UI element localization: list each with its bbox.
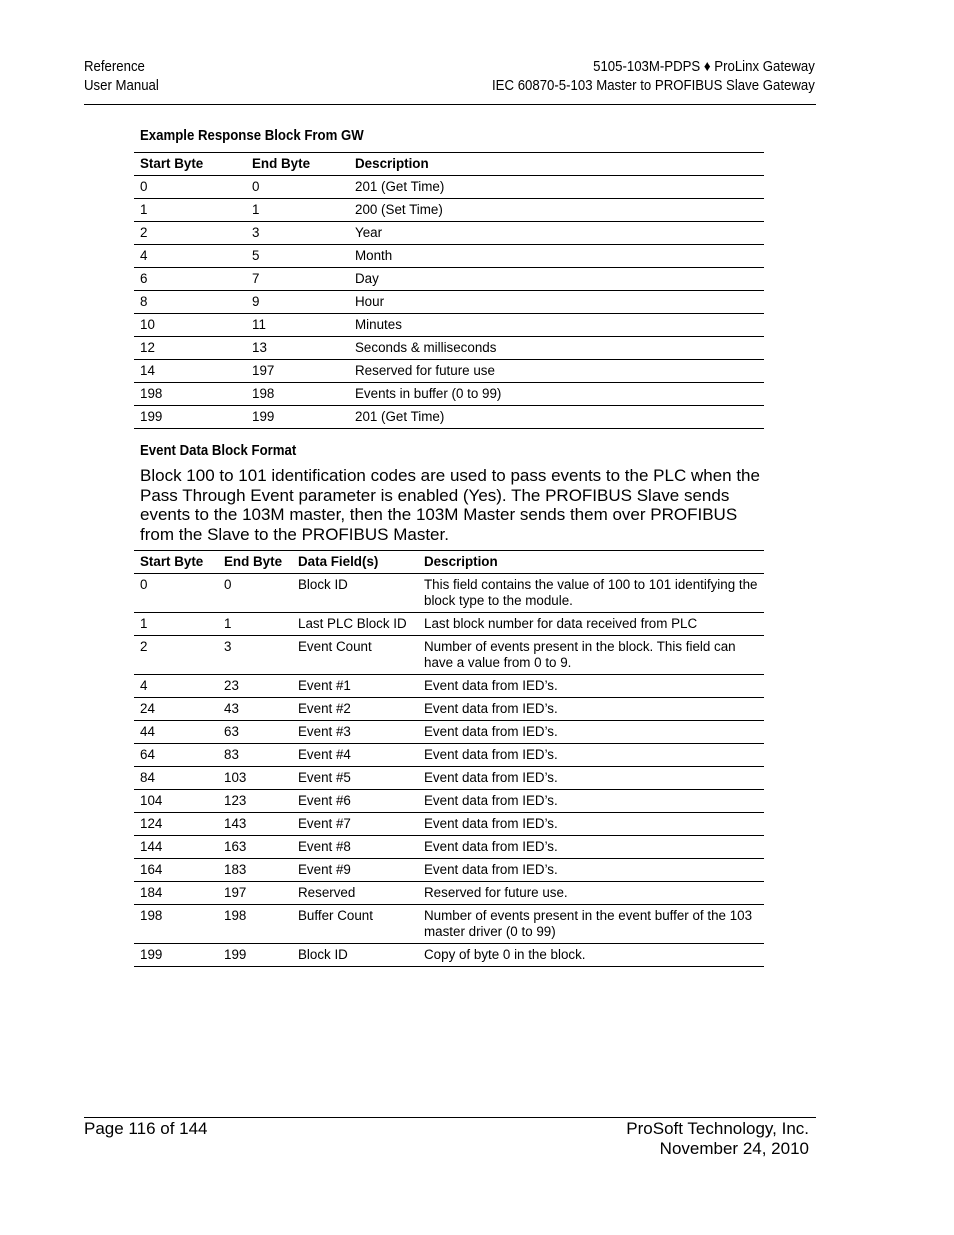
table-cell: Event data from IED’s. <box>418 859 764 882</box>
table-cell: Block ID <box>292 944 418 967</box>
table-row <box>134 222 764 245</box>
table-cell: 7 <box>246 268 349 291</box>
table-row <box>134 337 764 360</box>
table-row <box>134 836 764 859</box>
table-row <box>134 813 764 836</box>
table-cell: 1 <box>134 199 246 222</box>
table-cell: 3 <box>218 636 292 675</box>
table-cell: Event data from IED’s. <box>418 813 764 836</box>
event-data-table <box>134 550 764 967</box>
table-cell: Event data from IED’s. <box>418 721 764 744</box>
table-row <box>134 268 764 291</box>
table-cell: Reserved for future use <box>349 360 764 383</box>
table-row <box>134 944 764 967</box>
footer-right <box>626 1119 809 1159</box>
table-cell: 103 <box>218 767 292 790</box>
table-cell: 184 <box>134 882 218 905</box>
table-cell: 23 <box>218 675 292 698</box>
header-right <box>492 57 815 95</box>
table-cell: Event #5 <box>292 767 418 790</box>
response-block-table <box>134 152 764 429</box>
table-cell: 2 <box>134 636 218 675</box>
table-row <box>134 360 764 383</box>
header-section: Reference <box>84 58 145 75</box>
table-cell: 3 <box>246 222 349 245</box>
table-header-row <box>134 153 764 176</box>
table-row <box>134 744 764 767</box>
table-cell: 12 <box>134 337 246 360</box>
table-cell: Event data from IED’s. <box>418 744 764 767</box>
table-cell: Hour <box>349 291 764 314</box>
header-left <box>84 57 159 95</box>
table-cell: 4 <box>134 675 218 698</box>
table-cell: 199 <box>134 944 218 967</box>
table-cell: 63 <box>218 721 292 744</box>
table-cell: 124 <box>134 813 218 836</box>
header-divider <box>84 104 816 105</box>
table-cell: 198 <box>134 905 218 944</box>
table-cell: 143 <box>218 813 292 836</box>
table-cell: 11 <box>246 314 349 337</box>
table-cell: 104 <box>134 790 218 813</box>
table-cell: 201 (Get Time) <box>349 176 764 199</box>
table-cell: 198 <box>218 905 292 944</box>
table-cell: Block ID <box>292 574 418 613</box>
table-row <box>134 176 764 199</box>
table-cell: 5 <box>246 245 349 268</box>
table-cell: Event #2 <box>292 698 418 721</box>
table-cell: Minutes <box>349 314 764 337</box>
table-cell: 198 <box>134 383 246 406</box>
table-cell: Event data from IED’s. <box>418 790 764 813</box>
page-number: Page 116 of 144 <box>84 1119 208 1138</box>
table-cell: 10 <box>134 314 246 337</box>
table-cell: 144 <box>134 836 218 859</box>
table-cell: Event Count <box>292 636 418 675</box>
table-cell: Event data from IED’s. <box>418 698 764 721</box>
table-cell: 199 <box>246 406 349 429</box>
column-header: Description <box>418 551 764 574</box>
column-header: Description <box>349 153 764 176</box>
table-cell: 2 <box>134 222 246 245</box>
table-row <box>134 767 764 790</box>
section1-title: Example Response Block From GW <box>140 127 364 144</box>
table-cell: 197 <box>218 882 292 905</box>
table-row <box>134 905 764 944</box>
company-name: ProSoft Technology, Inc. <box>626 1119 809 1138</box>
table-row <box>134 291 764 314</box>
column-header: End Byte <box>218 551 292 574</box>
table-cell: 183 <box>218 859 292 882</box>
section2-title: Event Data Block Format <box>140 442 297 459</box>
table-cell: Event #3 <box>292 721 418 744</box>
table-cell: Event #1 <box>292 675 418 698</box>
table-cell: 84 <box>134 767 218 790</box>
table-cell: Day <box>349 268 764 291</box>
header-product-desc: IEC 60870-5-103 Master to PROFIBUS Slave Gateway <box>492 77 815 94</box>
table-cell: Reserved for future use. <box>418 882 764 905</box>
table-cell: 198 <box>246 383 349 406</box>
table-row <box>134 383 764 406</box>
table-cell: 201 (Get Time) <box>349 406 764 429</box>
column-header: Start Byte <box>134 153 246 176</box>
table-cell: Reserved <box>292 882 418 905</box>
table-cell: 8 <box>134 291 246 314</box>
table-cell: 64 <box>134 744 218 767</box>
table-cell: Event data from IED’s. <box>418 767 764 790</box>
table-cell: 197 <box>246 360 349 383</box>
table-row <box>134 574 764 613</box>
table-cell: Event data from IED’s. <box>418 836 764 859</box>
table-cell: Event #9 <box>292 859 418 882</box>
table-cell: 1 <box>134 613 218 636</box>
table-cell: 43 <box>218 698 292 721</box>
table-row <box>134 406 764 429</box>
table-row <box>134 859 764 882</box>
table-row <box>134 314 764 337</box>
table-row <box>134 790 764 813</box>
table-cell: 123 <box>218 790 292 813</box>
table-cell: Year <box>349 222 764 245</box>
table-cell: Event #4 <box>292 744 418 767</box>
table-cell: Number of events present in the block. This field can have a value from 0 to 9. <box>418 636 764 675</box>
table-row <box>134 675 764 698</box>
table-cell: 24 <box>134 698 218 721</box>
table-cell: Buffer Count <box>292 905 418 944</box>
table-cell: Month <box>349 245 764 268</box>
table-cell: 44 <box>134 721 218 744</box>
table-cell: 199 <box>134 406 246 429</box>
header-product: 5105-103M-PDPS ♦ ProLinx Gateway <box>593 58 815 75</box>
column-header: Data Field(s) <box>292 551 418 574</box>
table-cell: 0 <box>246 176 349 199</box>
table-cell: 13 <box>246 337 349 360</box>
table-cell: Last PLC Block ID <box>292 613 418 636</box>
column-header: Start Byte <box>134 551 218 574</box>
table-cell: Event #7 <box>292 813 418 836</box>
table-cell: Seconds & milliseconds <box>349 337 764 360</box>
table-row <box>134 882 764 905</box>
header-doc-type: User Manual <box>84 77 159 94</box>
table-row <box>134 613 764 636</box>
event-block-description: Block 100 to 101 identification codes are used to pass events to the PLC when the Pass Through Event parameter is enabled (Yes). The PROFIBUS Slave sends events to the 103M master, then the 103M Master sends them over PROFIBUS from the Slave to the PROFIBUS Master. <box>140 466 760 544</box>
table-cell: 6 <box>134 268 246 291</box>
table-cell: Last block number for data received from PLC <box>418 613 764 636</box>
table-cell: Event #8 <box>292 836 418 859</box>
table-cell: Event data from IED’s. <box>418 675 764 698</box>
table-cell: 0 <box>134 574 218 613</box>
table-cell: Events in buffer (0 to 99) <box>349 383 764 406</box>
table-row <box>134 698 764 721</box>
table-cell: 83 <box>218 744 292 767</box>
column-header: End Byte <box>246 153 349 176</box>
table-cell: 163 <box>218 836 292 859</box>
table-cell: 164 <box>134 859 218 882</box>
table-cell: 4 <box>134 245 246 268</box>
table-cell: 199 <box>218 944 292 967</box>
table-cell: 14 <box>134 360 246 383</box>
table-cell: 0 <box>218 574 292 613</box>
table-cell: 9 <box>246 291 349 314</box>
table-cell: Event #6 <box>292 790 418 813</box>
table-cell: This field contains the value of 100 to 101 identifying the block type to the module. <box>418 574 764 613</box>
table-header-row <box>134 551 764 574</box>
table-cell: 200 (Set Time) <box>349 199 764 222</box>
footer-divider <box>84 1117 816 1118</box>
table-cell: Copy of byte 0 in the block. <box>418 944 764 967</box>
table-row <box>134 245 764 268</box>
table-cell: 0 <box>134 176 246 199</box>
publish-date: November 24, 2010 <box>659 1139 809 1158</box>
table-cell: 1 <box>218 613 292 636</box>
table-cell: Number of events present in the event buffer of the 103 master driver (0 to 99) <box>418 905 764 944</box>
table-row <box>134 199 764 222</box>
table-row <box>134 636 764 675</box>
table-row <box>134 721 764 744</box>
table-cell: 1 <box>246 199 349 222</box>
